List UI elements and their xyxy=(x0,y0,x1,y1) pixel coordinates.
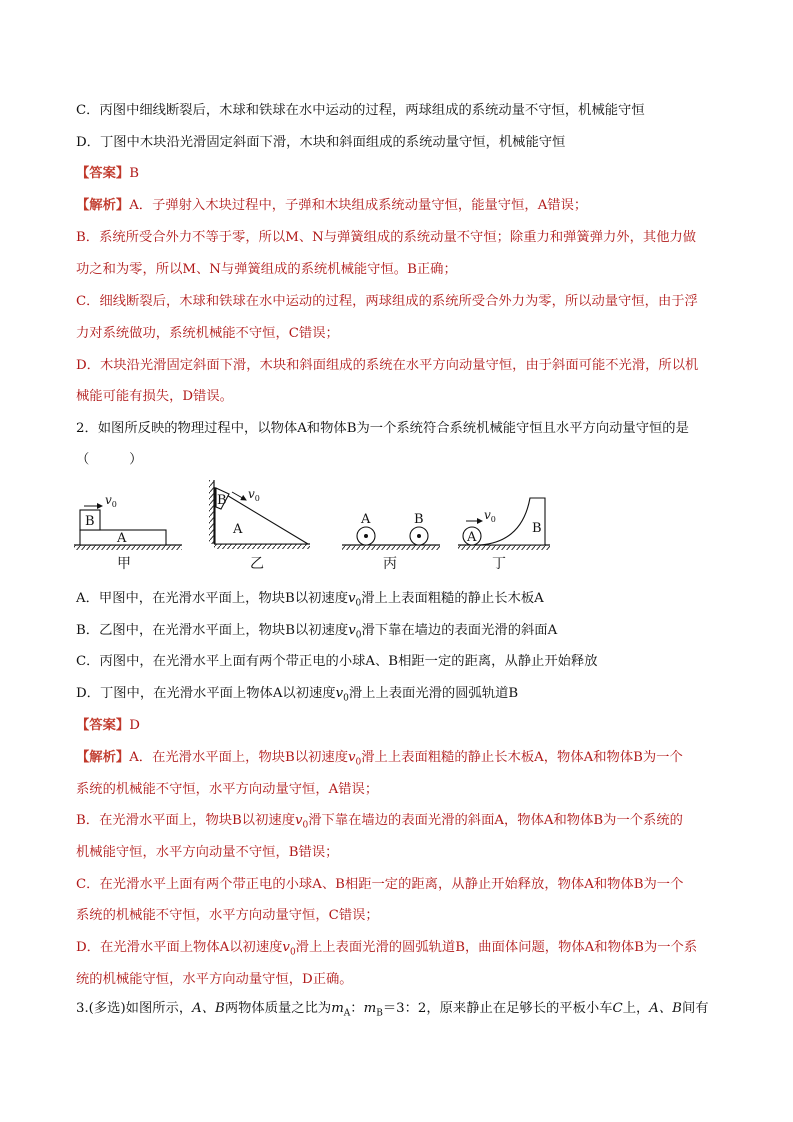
q2-analysis-a1: 【解析】A．在光滑水平面上，物块B以初速度$v_0$滑上上表面粗糙的静止长木板A，物体A和物体B为一个 xyxy=(76,750,683,768)
q1-analysis-d1: D．木块沿光滑固定斜面下滑，木块和斜面组成的系统在水平方向动量守恒，由于斜面可能不光滑，所以机 xyxy=(76,358,699,373)
caption-jia: 甲 xyxy=(117,556,131,572)
figure-ding xyxy=(458,498,550,572)
q1-analysis-b1: B．系统所受合外力不等于零，所以M、N与弹簧组成的系统动量不守恒；除重力和弹簧弹力外，其他力做 xyxy=(76,230,697,245)
velocity-label: $v_0$ xyxy=(105,493,117,509)
label-a: A xyxy=(467,530,477,545)
caption-bing: 丙 xyxy=(383,556,397,572)
q2-option-c: C．丙图中，在光滑水平上面有两个带正电的小球A、B相距一定的距离，从静止开始释放 xyxy=(76,654,598,669)
q1-option-c: C．丙图中细线断裂后，木球和铁球在水中运动的过程，两球组成的系统动量不守恒，机械能守恒 xyxy=(76,103,645,118)
q1-option-d: D．丁图中木块沿光滑固定斜面下滑，木块和斜面组成的系统动量守恒，机械能守恒 xyxy=(76,135,566,150)
label-b: B xyxy=(217,493,227,508)
figure-jia xyxy=(74,493,182,572)
label-b: B xyxy=(85,514,95,529)
q2-stem-line1: 2．如图所反映的物理过程中，以物体A和物体B为一个系统符合系统机械能守恒且水平方向动量守恒的是 xyxy=(76,421,689,436)
q1-analysis-c2: 力对系统做功，系统机械能不守恒，C错误； xyxy=(76,326,339,341)
q2-analysis-c1: C．在光滑水平上面有两个带正电的小球A、B相距一定的距离，从静止开始释放，物体A和物体B为一个 xyxy=(76,877,684,892)
q3-stem: 3.(多选)如图所示，A、B两物体质量之比为$m_A$：$m_B=3$：2，原来静止在足够长的平板小车C上，A、B间有 xyxy=(76,1001,709,1019)
q2-analysis-d1: D．在光滑水平面上物体A以初速度$v_0$滑上上表面光滑的圆弧轨道B，曲面体问题，物体A和物体B为一个系 xyxy=(76,940,698,958)
figure-set xyxy=(70,474,590,574)
answer-tag: 【答案】 xyxy=(76,166,130,181)
q2-analysis-a2: 系统的机械能不守恒，水平方向动量守恒，A错误； xyxy=(76,782,379,797)
q1-analysis-b2: 功之和为零，所以M、N与弹簧组成的系统机械能守恒。B正确； xyxy=(76,262,457,277)
caption-ding: 丁 xyxy=(492,556,506,572)
incline-a xyxy=(215,488,308,544)
velocity-label: $v_0$ xyxy=(248,487,260,503)
label-b: B xyxy=(532,521,542,536)
q2-answer xyxy=(76,717,140,735)
q2-option-b: B．乙图中，在光滑水平面上，物块B以初速度$v_0$滑下靠在墙边的表面光滑的斜面A xyxy=(76,623,558,641)
q1-analysis-d2: 械能可能有损失，D错误。 xyxy=(76,389,233,404)
label-a: A xyxy=(117,531,127,546)
answer-tag: 【答案】 xyxy=(76,718,130,733)
figure-yi xyxy=(209,480,310,572)
q2-analysis-d2: 统的机械能守恒，水平方向动量守恒，D正确。 xyxy=(76,972,353,987)
label-a: A xyxy=(233,522,243,537)
answer-value: D xyxy=(129,718,140,733)
figure-bing xyxy=(342,512,440,572)
q2-analysis-b1: B．在光滑水平面上，物块B以初速度$v_0$滑下靠在墙边的表面光滑的斜面A，物体A和物体B为一个系统的 xyxy=(76,813,683,831)
q2-option-a: A．甲图中，在光滑水平面上，物块B以初速度$v_0$滑上上表面粗糙的静止长木板A xyxy=(76,591,544,609)
velocity-label: $v_0$ xyxy=(484,508,496,524)
q2-analysis-b2: 机械能守恒，水平方向动量不守恒，B错误； xyxy=(76,845,339,860)
caption-yi: 乙 xyxy=(250,556,264,572)
q2-figures xyxy=(70,474,590,574)
q2-analysis-c2: 系统的机械能不守恒，水平方向动量守恒，C错误； xyxy=(76,908,379,923)
analysis-tag: 【解析】 xyxy=(76,750,130,765)
q1-answer xyxy=(76,165,139,183)
q2-option-d: D．丁图中，在光滑水平面上物体A以初速度$v_0$滑上上表面光滑的圆弧轨道B xyxy=(76,686,519,704)
label-b: B xyxy=(414,512,424,527)
q2-stem-line2: （ ） xyxy=(76,452,143,467)
q1-analysis-c1: C．细线断裂后，木球和铁球在水中运动的过程，两球组成的系统所受合外力为零，所以动量守恒，由于浮 xyxy=(76,294,698,309)
answer-value: B xyxy=(129,166,139,181)
q1-analysis-a: 【解析】A．子弹射入木块过程中，子弹和木块组成系统动量守恒，能量守恒，A错误； xyxy=(76,198,588,213)
analysis-tag: 【解析】 xyxy=(76,198,130,213)
label-a: A xyxy=(361,512,371,527)
